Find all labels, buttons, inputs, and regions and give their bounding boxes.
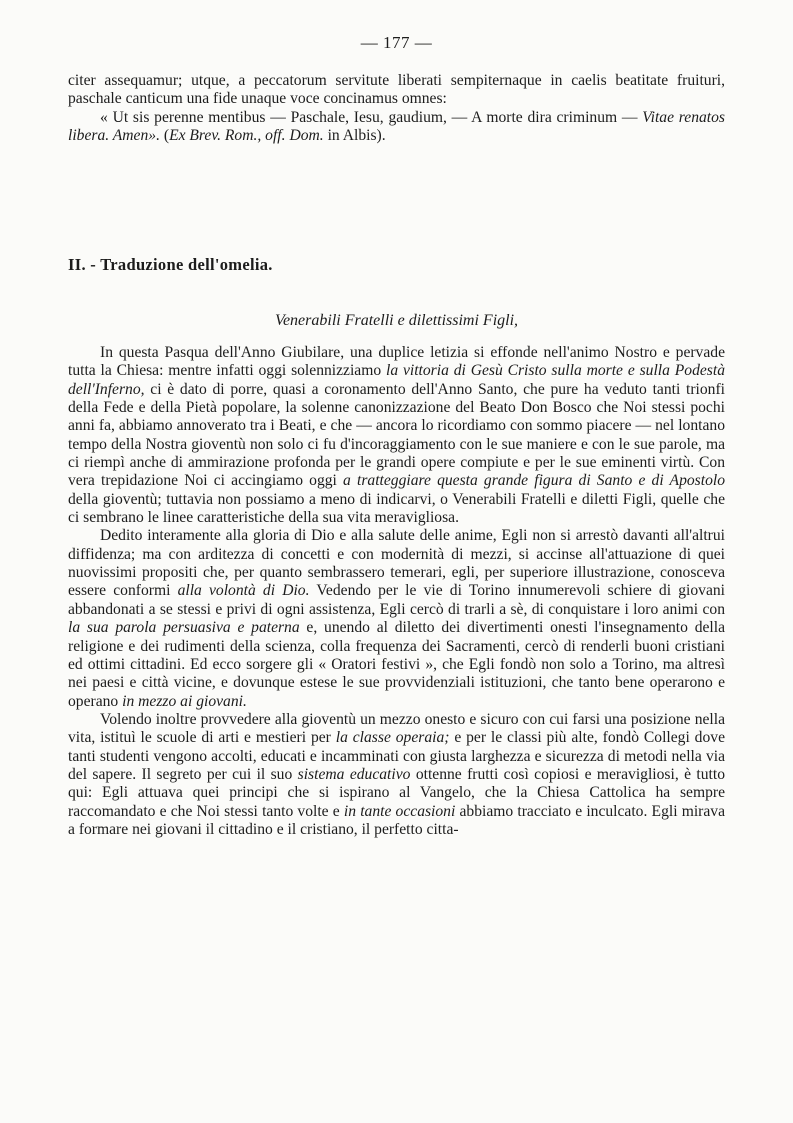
citation-close: in Albis). bbox=[323, 127, 386, 145]
text-run: abbiamo tracciato e inculcato. Egli mirava a formare nei giovani il cittadino e il cristiano, il perfetto citta- bbox=[68, 802, 726, 838]
body-paragraph-3 bbox=[68, 711, 725, 839]
text-run: e, unendo al diletto dei divertimenti onesti l'insegnamento della religione e dei rudimenti della scienza, colla frequenza dei Sacramenti, cercò di renderli buoni cristiani ed ottimi cittadini. Ed ecco sorgere gli « Oratori festivi », che Egli fondò non solo a Torino, ma altresì nei paesi e città vicine, e dovunque estese le sue provvidenziali istituzioni, che tanto bene operarono e operano bbox=[68, 619, 725, 710]
hymn-quote-paragraph bbox=[68, 109, 725, 146]
text-run-italic: in tante occasioni bbox=[343, 802, 456, 820]
text-run: della gioventù; tuttavia non possiamo a meno di indicarvi, o Venerabili Fratelli e diletti Figli, quelle che ci sembrano le linee caratteristiche della sua vita meravigliosa. bbox=[68, 490, 725, 527]
salutation: Venerabili Fratelli e dilettissimi Figli, bbox=[274, 312, 519, 329]
citation-open: ( bbox=[159, 127, 170, 145]
text-run-italic: a tratteggiare questa grande figura di Santo e di Apostolo bbox=[343, 472, 725, 490]
section-heading-block bbox=[68, 256, 725, 274]
text-run-italic: alla volontà di Dio. bbox=[177, 582, 310, 600]
text-run-italic: la sua parola persuasiva e paterna bbox=[68, 619, 300, 637]
salutation-block bbox=[68, 312, 725, 330]
text-run: Dedito interamente alla gloria di Dio e alla salute delle anime, Egli non si arrestò davanti all'altrui diffidenza; ma con arditezza di concetti e con modernità di mezzi, si accinse all'attuazione di quei nuovissimi propositi che, per quanto sembrassero temerari, egli, per superiore illustrazione, conosceva essere conformi bbox=[68, 527, 725, 600]
page-number: — 177 — bbox=[360, 33, 433, 52]
text-run: ottenne frutti così copiosi e meravigliosi, è tutto qui: Egli attuava quei principi che si ispirano al Vangelo, che la Chiesa Cattolica ha sempre raccomandato e che Noi stessi tanto volte e bbox=[68, 765, 725, 820]
text-run: Volendo inoltre provvedere alla gioventù un mezzo onesto e sicuro con cui farsi una posizione nella vita, istituì le scuole di arti e mestieri per bbox=[68, 710, 725, 747]
homily-body bbox=[68, 344, 725, 839]
text-run: e per le classi più alte, fondò Collegi dove tanti studenti vengono accolti, educati e incamminati con giusta larghezza e sicurezza di metodi nella via del sapere. Il segreto per cui il suo bbox=[68, 729, 725, 783]
text-run-italic: la classe operaia; bbox=[335, 729, 450, 747]
text-run-italic: la vittoria di Gesù Cristo sulla morte e sulla Podestà dell'Inferno, bbox=[68, 362, 726, 398]
body-paragraph-1 bbox=[68, 344, 725, 527]
citation-source: Ex Brev. Rom., off. Dom. bbox=[169, 127, 324, 145]
hymn-text: « Ut sis perenne mentibus — Paschale, Iesu, gaudium, — A morte dira criminum — bbox=[100, 108, 643, 126]
text-run-italic: sistema educativo bbox=[297, 765, 411, 783]
text-run: ci è dato di porre, quasi a coronamento dell'Anno Santo, che pure ha veduto tanti trionfi della Fede e della Pietà popolare, la solenne canonizzazione del Beato Don Bosco che Noi stessi pochi anni fa, abbiamo annoverato tra i Beati, e che — ancora lo ricordiamo con sommo piacere — nel lontano tempo della Nostra gioventù non solo ci fu d'incoraggiamento con le sue maniere e con le sue parole, ma ci riempì anche di ammirazione profonda per le grandi opere compiute e per le sue eminenti virtù. Con vera trepidazione Noi ci accingiamo oggi bbox=[68, 380, 725, 490]
text-run: In questa Pasqua dell'Anno Giubilare, una duplice letizia si effonde nell'animo Nostro e pervade tutta la Chiesa: mentre infatti oggi solennizziamo bbox=[68, 344, 725, 380]
section-heading: II. - Traduzione dell'omelia. bbox=[68, 255, 273, 274]
text-run: Vedendo per le vie di Torino innumerevoli schiere di giovani abbandonati a se stessi e privi di ogni assistenza, Egli cercò di trarli a sè, di conquistare i loro animi con bbox=[68, 582, 725, 618]
text-run-italic: in mezzo ai giovani. bbox=[122, 692, 247, 710]
hymn-text-italic: Vitae renatos libera. Amen». bbox=[68, 108, 725, 145]
intro-paragraph-1: citer assequamur; utque, a peccatorum servitute liberati sempiternaque in caelis beatitate fruituri, paschale canticum una fide unaque voce concinamus omnes: bbox=[68, 72, 725, 108]
body-paragraph-2 bbox=[68, 527, 725, 710]
intro-block bbox=[68, 72, 725, 145]
